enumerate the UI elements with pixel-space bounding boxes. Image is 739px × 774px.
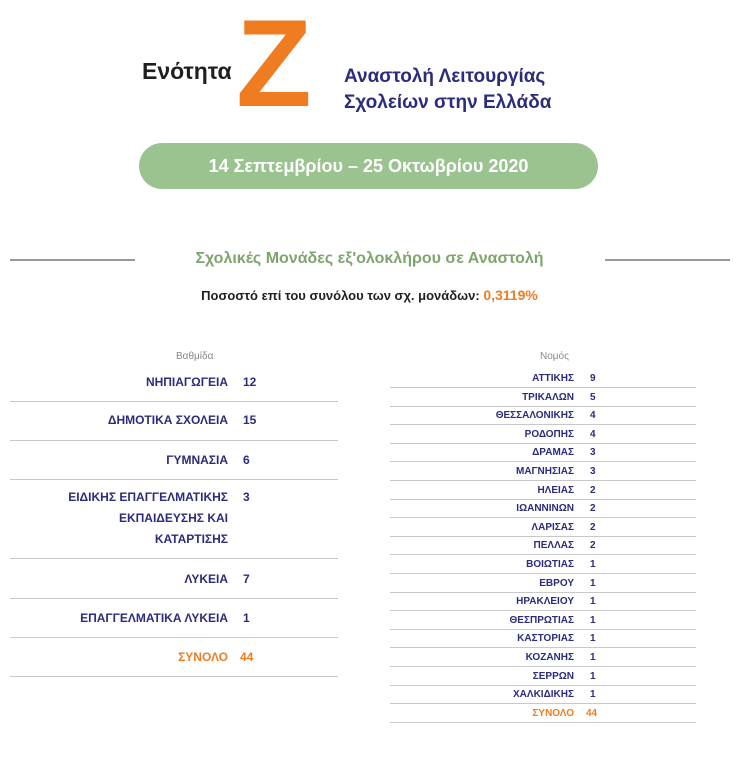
level-label-line: ΕΠΑΓΓΕΛΜΑΤΙΚΑ ΛΥΚΕΙΑ <box>80 611 228 625</box>
prefecture-value: 1 <box>590 652 596 663</box>
prefecture-value: 1 <box>590 614 596 626</box>
prefecture-value: 4 <box>590 428 596 440</box>
title-line-2: Σχολείων στην Ελλάδα <box>344 92 552 113</box>
section-word: Ενότητα <box>142 58 232 84</box>
row-divider <box>390 573 696 574</box>
levels-header: Βαθμίδα <box>176 351 214 362</box>
prefecture-value: 9 <box>590 373 596 384</box>
level-label <box>10 569 228 590</box>
row-divider <box>390 499 696 500</box>
percent-value: 0,3119% <box>483 287 538 303</box>
row-divider <box>10 440 338 441</box>
title-line-1: Αναστολή Λειτουργίας <box>344 66 546 87</box>
percent-line <box>0 287 739 303</box>
row-divider <box>390 517 696 518</box>
prefecture-name: ΘΕΣΠΡΩΤΙΑΣ <box>509 614 574 626</box>
prefecture-value: 2 <box>590 540 596 552</box>
row-divider <box>390 666 696 667</box>
level-value: 3 <box>243 490 250 504</box>
prefecture-name: ΚΑΣΤΟΡΙΑΣ <box>517 633 574 645</box>
row-divider <box>390 685 696 686</box>
prefecture-value: 1 <box>590 577 596 589</box>
row-divider <box>390 592 696 593</box>
row-divider <box>390 554 696 555</box>
level-label-line: ΕΚΠΑΙΔΕΥΣΗΣ ΚΑΙ <box>118 511 228 525</box>
prefecture-name: ΚΟΖΑΝΗΣ <box>525 652 574 663</box>
prefecture-name: ΣΕΡΡΩΝ <box>532 670 574 682</box>
section-letter: Z <box>236 0 312 133</box>
prefecture-name: ΠΕΛΛΑΣ <box>533 540 574 552</box>
row-divider <box>390 703 696 704</box>
prefecture-name: ΗΛΕΙΑΣ <box>537 484 574 496</box>
prefecture-name: ΘΕΣΣΑΛΟΝΙΚΗΣ <box>495 410 574 422</box>
prefecture-value: 1 <box>590 689 596 701</box>
level-label <box>10 608 228 629</box>
row-divider <box>390 647 696 648</box>
prefecture-name: ΛΑΡΙΣΑΣ <box>531 521 574 533</box>
row-divider <box>390 536 696 537</box>
prefectures-total-label: ΣΥΝΟΛΟ <box>532 707 574 719</box>
row-divider <box>390 406 696 407</box>
row-divider <box>10 558 338 559</box>
prefecture-name: ΔΡΑΜΑΣ <box>532 447 574 459</box>
row-divider <box>390 629 696 630</box>
prefecture-value: 1 <box>590 559 596 570</box>
prefecture-value: 2 <box>590 521 596 533</box>
prefecture-name: ΗΡΑΚΛΕΙΟΥ <box>516 596 574 608</box>
row-divider <box>10 676 338 677</box>
prefecture-value: 3 <box>590 466 596 477</box>
row-divider <box>10 479 338 480</box>
row-divider <box>390 461 696 462</box>
level-value: 1 <box>243 611 250 625</box>
row-divider <box>390 443 696 444</box>
prefecture-name: ΤΡΙΚΑΛΩΝ <box>522 391 574 403</box>
prefecture-name: ΙΩΑΝΝΙΝΩΝ <box>516 503 574 515</box>
level-label-line: ΚΑΤΑΡΤΙΣΗΣ <box>154 532 228 546</box>
level-label-line: ΔΗΜΟΤΙΚΑ ΣΧΟΛΕΙΑ <box>107 413 228 427</box>
level-label <box>10 372 228 393</box>
row-divider <box>10 637 338 638</box>
prefecture-value: 4 <box>590 410 596 422</box>
levels-total-label: ΣΥΝΟΛΟ <box>178 650 228 664</box>
prefecture-name: ΒΟΙΩΤΙΑΣ <box>526 559 574 570</box>
prefecture-value: 2 <box>590 503 596 515</box>
row-divider <box>390 424 696 425</box>
prefecture-name: ΜΑΓΝΗΣΙΑΣ <box>515 466 574 477</box>
prefecture-value: 1 <box>590 670 596 682</box>
levels-total-value: 44 <box>240 650 254 664</box>
level-value: 7 <box>243 572 250 586</box>
level-label-line: ΕΙΔΙΚΗΣ ΕΠΑΓΓΕΛΜΑΤΙΚΗΣ <box>68 490 228 504</box>
prefecture-name: ΡΟΔΟΠΗΣ <box>524 428 574 440</box>
level-label <box>10 487 228 550</box>
prefecture-name: ΧΑΛΚΙΔΙΚΗΣ <box>513 689 574 701</box>
prefecture-name: ΑΤΤΙΚΗΣ <box>532 373 574 384</box>
level-label-line: ΓΥΜΝΑΣΙΑ <box>166 453 228 467</box>
subtitle: Σχολικές Μονάδες εξ'ολοκλήρου σε Αναστολή <box>0 250 739 268</box>
row-divider <box>390 722 696 723</box>
prefecture-value: 5 <box>590 391 596 403</box>
prefecture-value: 3 <box>590 447 596 459</box>
row-divider <box>10 598 338 599</box>
level-value: 6 <box>243 453 250 467</box>
row-divider <box>390 480 696 481</box>
prefecture-value: 1 <box>590 633 596 645</box>
page-title <box>344 64 551 116</box>
prefecture-name: ΕΒΡΟΥ <box>539 577 574 589</box>
date-range-badge: 14 Σεπτεμβρίου – 25 Οκτωβρίου 2020 <box>139 143 598 189</box>
row-divider <box>10 401 338 402</box>
prefectures-header: Νομός <box>540 351 569 362</box>
level-label-line: ΝΗΠΙΑΓΩΓΕΙΑ <box>145 375 228 389</box>
percent-label: Ποσοστό επί του συνόλου των σχ. μονάδων: <box>201 288 480 303</box>
prefectures-total-value: 44 <box>586 707 598 719</box>
row-divider <box>390 610 696 611</box>
level-label-line: ΛΥΚΕΙΑ <box>184 572 228 586</box>
level-label <box>10 410 228 431</box>
row-divider <box>390 387 696 388</box>
level-value: 15 <box>243 413 257 427</box>
prefecture-value: 1 <box>590 596 596 608</box>
level-label <box>10 450 228 471</box>
level-value: 12 <box>243 375 257 389</box>
prefecture-value: 2 <box>590 484 596 496</box>
